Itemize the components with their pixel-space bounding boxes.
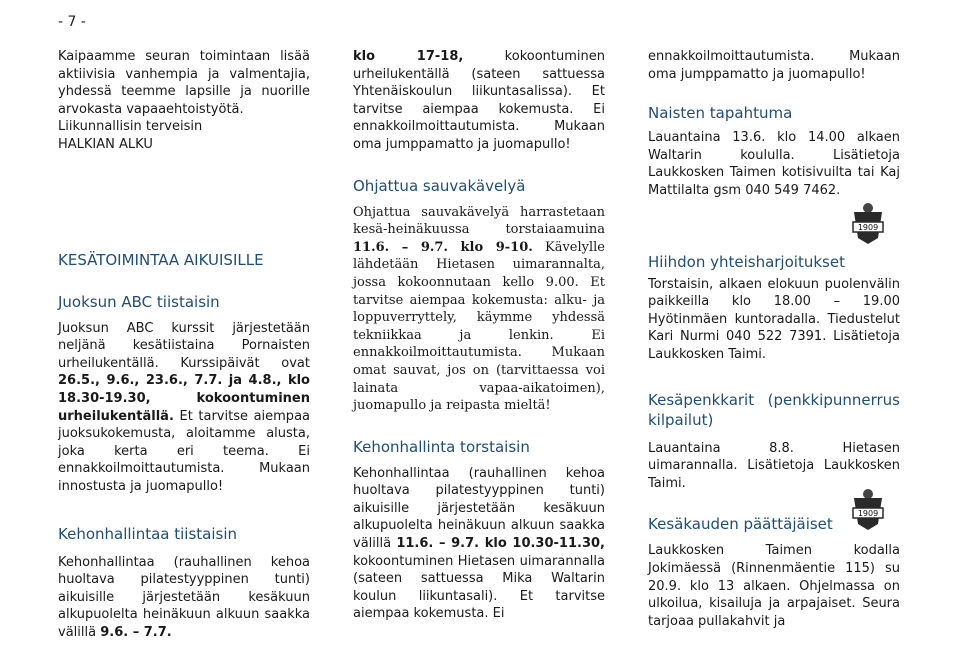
emblem-year: 1909 <box>857 509 879 519</box>
keho-tiistai-text-1: Kehonhallintaa (rauhallinen kehoa huoltava pilatestyyppinen tunti) aikuisille järjestetään kesäkuun alkupuolelta heinäkuun alkuun saakka välillä <box>58 554 310 640</box>
keho-torstai-dates: 11.6. – 9.7. klo 10.30-11.30, <box>396 536 605 552</box>
keho-tiistai-dates: 9.6. – 7.7. <box>100 624 172 640</box>
keho-torstai-text-2: kokoontuminen Hietasen uimarannalla (sateen sattuessa Mika Waltarin koulun liikuntasali). Et tarvitse aiempaa kokemusta. Ei <box>353 553 605 622</box>
signature: HALKIAN ALKU <box>58 136 153 152</box>
naisten-text: Lauantaina 13.6. klo 14.00 alkaen Waltarin koululla. Lisätietoja Laukkosken Taimen kotisivuilta tai Kaj Mattilalta gsm 040 549 7462. <box>648 130 900 198</box>
abc-text-1: Juoksun ABC kurssit järjestetään neljänä kesätiistaina Pornaisten urheilukentällä. Kurssipäivät ovat <box>58 320 310 371</box>
paatos-text: Laukkosken Taimen kodalla Jokimäessä (Rinnenmäentie 115) su 20.9. klo 13 alkaen. Ohjelmassa on ulkoilua, kisailuja ja arpajaiset. Seura tarjoaa pullakahvit ja <box>648 543 900 629</box>
abc-text-2: Et tarvitse aiempaa juoksukokemusta, aloitamme alusta, joka kerta eri teema. Ei ennakkoilmoittautumista. Mukaan innostusta ja juomapullo! <box>58 408 310 494</box>
keho-continued-text <box>353 48 605 154</box>
keho-tiistai-heading: Kehonhallintaa tiistaisin <box>58 524 238 543</box>
hiihto-heading: Hiihdon yhteisharjoitukset <box>648 252 845 271</box>
keho-torstai-heading: Kehonhallinta torstaisin <box>353 437 530 456</box>
kesatoiminta-heading: KESÄTOIMINTAA AIKUISILLE <box>58 250 264 269</box>
keho-torstai-text-1: Kehonhallintaa (rauhallinen kehoa huoltava pilatestyyppinen tunti) aikuisille järjestetään kesäkuun alkupuolelta heinäkuun alkuun saakka välillä <box>353 465 605 552</box>
intro-text: Kaipaamme seuran toimintaan lisää aktiivisia vanhempia ja valmentajia, yhdessä teemme lapsille ja nuorille arvokasta vapaaehtoistyötä. <box>58 49 310 117</box>
naisten-heading: Naisten tapahtuma <box>648 104 793 123</box>
keho-torstai-continued: ennakkoilmoittautumista. Mukaan oma jumppamatto ja juomapullo! <box>648 49 900 82</box>
sauva-text-2: Kävelylle lähdetään Hietasen uimarannalta, jossa kokoonnutaan kello 9.00. Et tarvitse aiempaa kokemusta: alku- ja loppuverryttely, käymme yhdessä tekniikkaa ja lenkin. Ei ennakkoilmoittautumista. Mukaan omat sauvat, jos on (tarvittaessa voi lainata vapaa-aikatoimen), juomapullo ja reipasta mieltä! <box>353 239 605 414</box>
sauva-heading: Ohjattua sauvakävelyä <box>353 176 526 195</box>
penkkari-text: Lauantaina 8.8. Hietasen uimarannalla. Lisätietoja Laukkosken Taimi. <box>648 440 900 491</box>
sauva-text-1: Ohjattua sauvakävelyä harrastetaan kesä-heinäkuussa torstaiaamuina <box>353 204 605 238</box>
club-emblem-icon <box>848 200 888 246</box>
abc-dates: 26.5., 9.6., 23.6., 7.7. ja 4.8., klo 18.30-19.30, kokoontuminen urheilukentällä. <box>58 373 310 424</box>
column-2 <box>353 48 605 623</box>
paatos-heading: Kesäkauden päättäjäiset <box>648 515 833 534</box>
abc-text <box>58 320 310 496</box>
keho-continued-time: klo 17-18, <box>353 49 464 64</box>
keho-continued-body: kokoontuminen urheilukentällä (sateen sattuessa Yhtenäiskoulun liikuntasalissa). Et tarvitse aiempaa kokemusta. Ei ennakkoilmoittautumista. Mukaan oma jumppamatto ja juomapullo! <box>353 49 605 152</box>
sauva-text <box>353 204 605 415</box>
sauva-dates: 11.6. – 9.7. klo 9-10. <box>353 239 533 255</box>
hiihto-text: Torstaisin, alkaen elokuun puolenvälin paikkeilla klo 18.00 – 19.00 Hyötinmäen kuntoradalla. Tiedustelut Kari Nurmi 040 522 7391. Lisätietoja Laukkosken Taimi. <box>648 276 900 362</box>
keho-tiistai-text <box>58 554 310 642</box>
column-3 <box>648 48 900 630</box>
abc-heading: Juoksun ABC tiistaisin <box>58 292 220 311</box>
keho-torstai-text <box>353 465 605 623</box>
penkkari-heading: Kesäpenkkarit (penkkipunnerrus kilpailut) <box>648 390 900 429</box>
column-1 <box>58 48 310 641</box>
emblem-year: 1909 <box>857 222 879 232</box>
page-number: - 7 - <box>58 14 86 30</box>
greeting-text: Liikunnallisin terveisin <box>58 119 203 135</box>
